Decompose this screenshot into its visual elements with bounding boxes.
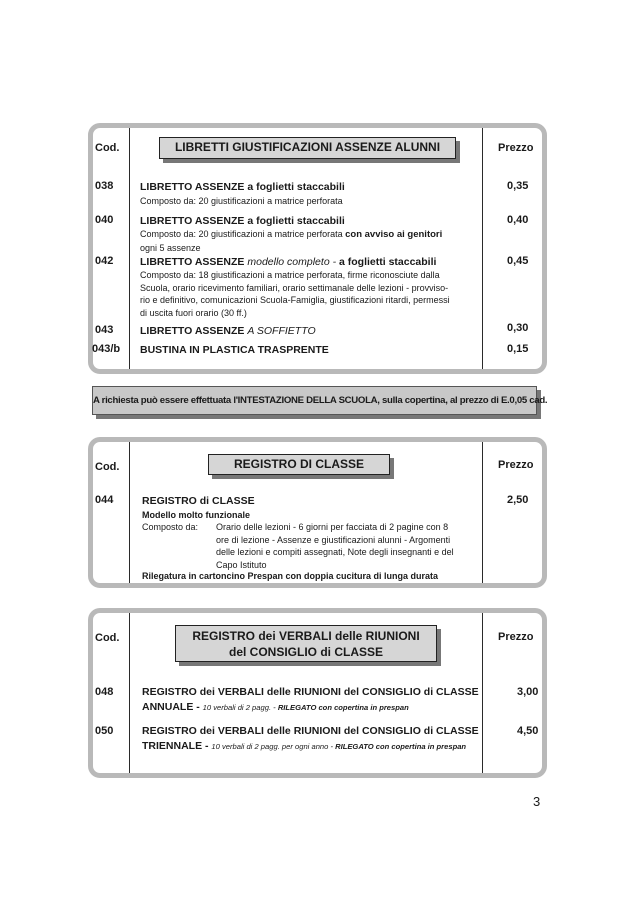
header-prezzo: Prezzo [498, 631, 534, 643]
item-price: 0,35 [507, 180, 529, 192]
type-note: 10 verbali di 2 pagg. - [202, 703, 278, 712]
item-name: REGISTRO di CLASSE [142, 495, 255, 507]
item-code: 044 [95, 494, 114, 506]
header-cod: Cod. [95, 142, 120, 154]
item-name: BUSTINA IN PLASTICA TRASPRENTE [140, 344, 329, 356]
name-text: LIBRETTO ASSENZE [140, 325, 245, 337]
item-rilegatura: Rilegatura in cartoncino Prespan con doppia cucitura di lunga durata [142, 571, 439, 581]
section-title: REGISTRO DI CLASSE [208, 454, 390, 475]
item-code: 043/b [92, 343, 121, 355]
item-name: LIBRETTO ASSENZE a foglietti staccabili [140, 215, 345, 227]
desc-line: di uscita fuori orario (30 ff.) [140, 307, 247, 318]
column-divider-right [482, 442, 483, 583]
column-divider-left [129, 128, 130, 369]
item-name: LIBRETTO ASSENZE a foglietti staccabili [140, 181, 345, 193]
type-text: TRIENNALE - [142, 740, 212, 752]
item-code: 038 [95, 180, 114, 192]
item-name [140, 256, 436, 268]
type-text: ANNUALE - [142, 701, 203, 713]
column-divider-right [482, 613, 483, 773]
section-title: LIBRETTI GIUSTIFICAZIONI ASSENZE ALUNNI [159, 137, 456, 159]
section-libretti [88, 123, 547, 374]
desc-line: ore di lezione - Assenze e giustificazioni alunni - Argomenti [216, 534, 451, 545]
item-code: 050 [95, 725, 114, 737]
item-price: 0,30 [507, 322, 529, 334]
item-price: 0,40 [507, 214, 529, 226]
item-type [142, 740, 466, 752]
item-code: 048 [95, 686, 114, 698]
name-text: LIBRETTO ASSENZE [140, 256, 245, 268]
item-price: 0,15 [507, 343, 529, 355]
section-registro-classe [88, 437, 547, 588]
desc-line: Capo Istituto [216, 559, 267, 570]
desc-highlight: con avviso ai genitori [345, 229, 443, 240]
desc-line: Composto da: 18 giustificazioni a matrice perforata, firme riconosciute dalla [140, 270, 440, 280]
desc-line: rio e definitivo, comunicazioni Scuola-Famiglia, giustificazioni ritardi, permessi [140, 295, 450, 305]
page-number: 3 [533, 794, 541, 809]
item-price: 2,50 [507, 494, 529, 506]
title-line: REGISTRO dei VERBALI delle RIUNIONI [192, 629, 420, 643]
item-description [140, 228, 475, 254]
column-divider-left [129, 442, 130, 583]
desc-line: Orario delle lezioni - 6 giorni per facciata di 2 pagine con 8 [216, 522, 449, 532]
notice-banner: A richiesta può essere effettuata l'INTESTAZIONE DELLA SCUOLA, sulla copertina, al prezzo di E.0,05 cad. [92, 386, 537, 415]
item-price: 3,00 [517, 686, 539, 698]
section-registro-verbali [88, 608, 547, 778]
header-prezzo: Prezzo [498, 142, 534, 154]
item-price: 4,50 [517, 725, 539, 737]
desc-line: delle lezioni e compiti assegnati, Note degli insegnanti e del [216, 547, 454, 557]
composto-label: Composto da: [142, 522, 199, 532]
item-code: 043 [95, 324, 114, 336]
header-cod: Cod. [95, 461, 120, 473]
item-name [140, 325, 316, 337]
item-code: 040 [95, 214, 114, 226]
item-name: REGISTRO dei VERBALI delle RIUNIONI del CONSIGLIO di CLASSE [142, 725, 479, 737]
name-italic: modello completo - [247, 256, 339, 268]
item-name: REGISTRO dei VERBALI delle RIUNIONI del CONSIGLIO di CLASSE [142, 686, 479, 698]
desc-text: ogni 5 assenze [140, 242, 201, 253]
item-type [142, 701, 409, 713]
item-description [216, 521, 481, 571]
header-prezzo: Prezzo [498, 459, 534, 471]
header-cod: Cod. [95, 632, 120, 644]
item-description [140, 269, 480, 319]
type-note-bold: RILEGATO con copertina in prespan [335, 742, 467, 751]
type-note: 10 verbali di 2 pagg. per ogni anno - [211, 742, 336, 751]
section-title [175, 625, 437, 662]
type-note-bold: RILEGATO con copertina in prespan [277, 703, 409, 712]
column-divider-left [129, 613, 130, 773]
name-text: a foglietti staccabili [338, 256, 437, 268]
name-italic: A SOFFIETTO [247, 325, 316, 337]
item-subtitle: Modello molto funzionale [142, 510, 250, 520]
item-price: 0,45 [507, 255, 529, 267]
desc-line: Scuola, orario ricevimento familiari, orario settimanale delle lezioni - provviso- [140, 282, 449, 293]
item-code: 042 [95, 255, 114, 267]
column-divider-right [482, 128, 483, 369]
item-description: Composto da: 20 giustificazioni a matrice perforata [140, 196, 343, 206]
title-line: del CONSIGLIO di CLASSE [228, 645, 383, 659]
desc-text: Composto da: 20 giustificazioni a matrice perforata [140, 229, 346, 239]
